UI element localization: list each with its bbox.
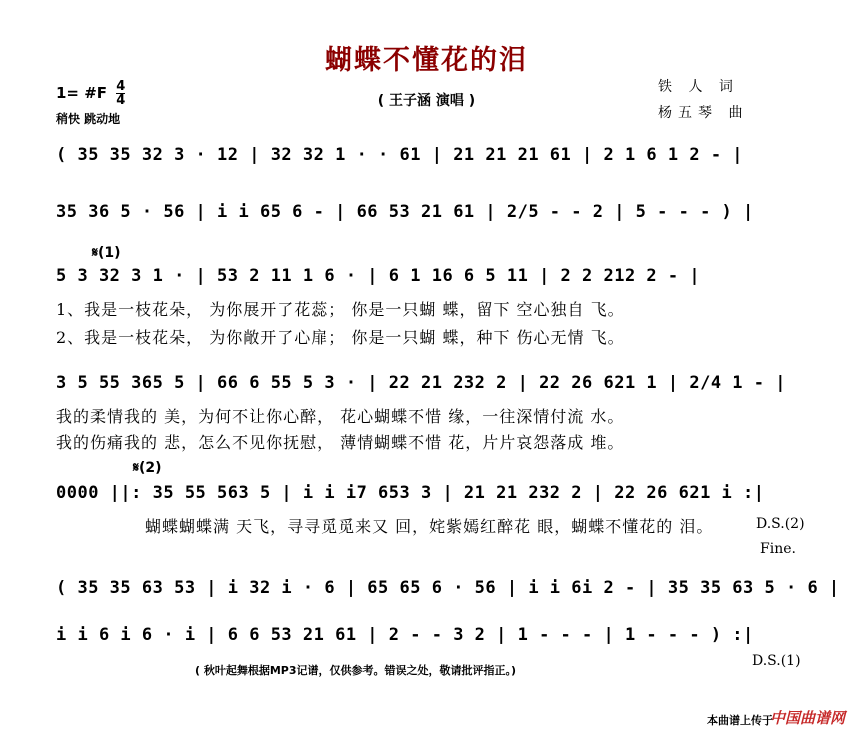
footnote: ( 秋叶起舞根据MP3记谱，仅供参考。错误之处，敬请批评指正。) <box>195 664 517 677</box>
time-top: 4 <box>116 79 126 94</box>
song-title: 蝴蝶不懂花的泪 <box>325 45 528 76</box>
segno-2: 𝄋(2) <box>133 460 162 476</box>
notation-row: ( 35 35 63 53 | i 32 i · 6 | 65 65 6 · 56 | i i 6i 2 - | 35 35 63 5 · 6 | <box>56 578 840 598</box>
upload-note: 本曲谱上传于 <box>707 714 773 727</box>
performer-line: ( 王子涵 演唱 ) <box>377 93 476 109</box>
segno-1: 𝄋(1) <box>92 245 121 261</box>
notation-row: 35 36 5 · 56 | i i 65 6 - | 66 53 21 61 | 2/5 - - 2 | 5 - - - ) | <box>56 202 754 222</box>
time-bottom: 4 <box>116 93 126 108</box>
ds-1-marking: D.S.(1) <box>752 653 801 669</box>
notation-row: 5 3 32 3 1 · | 53 2 11 1 6 · | 6 1 16 6 5 11 | 2 2 212 2 - | <box>56 266 701 286</box>
lyricist-credit: 铁 人 词 <box>658 79 739 95</box>
time-signature <box>116 80 125 107</box>
tempo-marking: 稍快 跳动地 <box>56 112 121 126</box>
site-logo: 中国曲谱网 <box>769 709 845 727</box>
ds-2-marking: D.S.(2) <box>756 516 805 532</box>
notation-row: i i 6 i 6 · i | 6 6 53 21 61 | 2 - - 3 2 | 1 - - - | 1 - - - ) :| <box>56 625 754 645</box>
key-signature <box>56 80 125 107</box>
composer-credit: 杨五琴 曲 <box>658 105 749 121</box>
key-label: 1= #F <box>56 84 108 102</box>
lyric-row: 2、我是一枝花朵， 为你敞开了心扉； 你是一只蝴 蝶，种下 伤心无情 飞。 <box>56 328 625 347</box>
lyric-row: 1、我是一枝花朵， 为你展开了花蕊； 你是一只蝴 蝶，留下 空心独自 飞。 <box>56 300 625 319</box>
notation-row: ( 35 35 32 3 · 12 | 32 32 1 · · 61 | 21 21 21 61 | 2 1 6 1 2 - | <box>56 145 744 165</box>
lyric-row: 蝴蝶蝴蝶满 天飞，寻寻觅觅来又 回，姹紫嫣红醉花 眼，蝴蝶不懂花的 泪。 <box>145 517 714 536</box>
notation-row: 3 5 55 365 5 | 66 6 55 5 3 · | 22 21 232 2 | 22 26 621 1 | 2/4 1 - | <box>56 373 786 393</box>
fine-marking: Fine. <box>760 541 796 557</box>
lyric-row: 我的伤痛我的 悲，怎么不见你抚慰， 薄情蝴蝶不惜 花，片片哀怨落成 堆。 <box>56 433 625 452</box>
lyric-row: 我的柔情我的 美，为何不让你心醉， 花心蝴蝶不惜 缘，一往深情付流 水。 <box>56 407 625 426</box>
notation-row: 0000 ||: 35 55 563 5 | i i i7 653 3 | 21 21 232 2 | 22 26 621 i :| <box>56 483 765 503</box>
